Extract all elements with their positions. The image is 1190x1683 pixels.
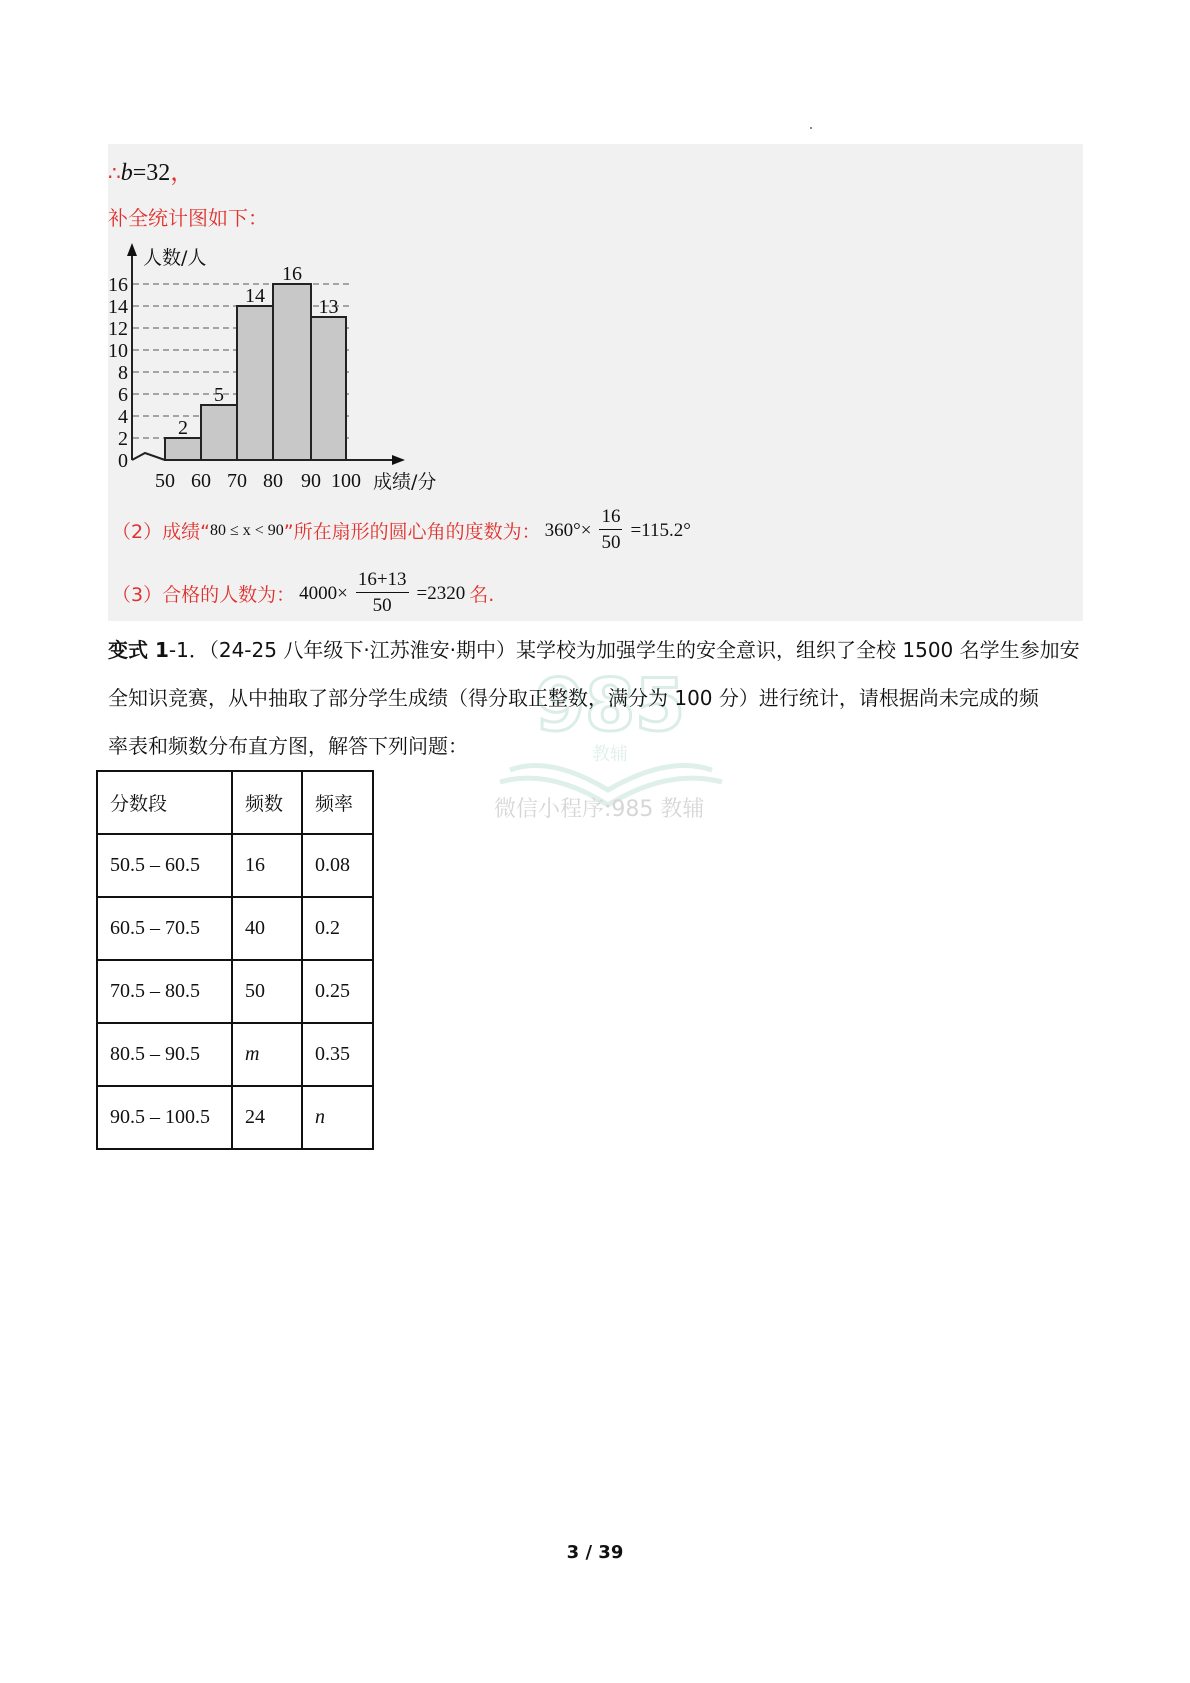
q3-denominator: 50	[372, 595, 392, 616]
x-tick-label: 80	[263, 470, 283, 492]
page-number: 3 / 39	[566, 1542, 624, 1563]
q2-lhs: 360°×	[544, 519, 592, 541]
b-value-line	[108, 152, 194, 187]
x-tick-label: 100	[331, 470, 361, 492]
y-tick-labels	[108, 274, 128, 472]
table-header-row	[97, 771, 373, 834]
cell-rate: 0.2	[302, 897, 373, 960]
table-row	[97, 834, 373, 897]
table-row	[97, 1023, 373, 1086]
q2-condition: 80 ≤ x < 90	[209, 521, 284, 539]
x-axis-arrow-icon	[392, 455, 405, 465]
y-axis-arrow-icon	[127, 243, 137, 256]
cell-range: 50.5 – 60.5	[97, 834, 232, 897]
b-variable: b	[120, 160, 133, 186]
therefore-symbol: ∴	[108, 163, 121, 185]
stray-dot	[810, 127, 812, 129]
y-tick-label: 6	[118, 384, 128, 406]
cell-range: 80.5 – 90.5	[97, 1023, 232, 1086]
y-tick-label: 12	[108, 318, 128, 340]
cell-rate: 0.08	[302, 834, 373, 897]
q3-numerator: 16+13	[356, 568, 409, 593]
y-tick-label: 2	[118, 428, 128, 450]
y-tick-label: 16	[108, 274, 128, 296]
q3-result: =2320	[416, 582, 466, 604]
y-tick-label: 10	[108, 340, 128, 362]
q3-fraction	[356, 568, 409, 619]
y-tick-label: 14	[108, 296, 128, 318]
variant-line-2: 全知识竞赛，从中抽取了部分学生成绩（得分取正整数，满分为 100 分）进行统计，请根据尚未完成的频	[108, 686, 1039, 710]
q2-prefix: （2）成绩“	[112, 521, 210, 543]
x-tick-label: 50	[155, 470, 175, 492]
x-tick-labels	[155, 470, 361, 492]
header-frequency-rate: 频率	[302, 771, 373, 834]
x-axis-label: 成绩/分	[373, 471, 437, 493]
y-axis-label: 人数/人	[143, 247, 207, 269]
q2-fraction	[599, 505, 622, 556]
table-row	[97, 960, 373, 1023]
histogram-bar	[165, 438, 201, 460]
y-tick-label: 8	[118, 362, 128, 384]
q3-lhs: 4000×	[299, 582, 348, 604]
cell-range: 60.5 – 70.5	[97, 897, 232, 960]
x-tick-label: 90	[301, 470, 321, 492]
cell-range: 70.5 – 80.5	[97, 960, 232, 1023]
header-frequency-count: 频数	[232, 771, 302, 834]
x-tick-label: 70	[227, 470, 247, 492]
chart-intro: 补全统计图如下：	[108, 206, 268, 230]
histogram-bar	[311, 317, 346, 460]
q2-suffix: ”所在扇形的圆心角的度数为：	[283, 521, 541, 543]
bar-value-label: 13	[318, 296, 339, 318]
histogram-bar	[273, 284, 311, 460]
header-score-range: 分数段	[97, 771, 232, 834]
q2-denominator: 50	[601, 532, 621, 553]
table-row	[97, 897, 373, 960]
variant-label: 变式 1	[108, 638, 169, 662]
svg-text:985: 985	[534, 663, 686, 747]
variant-problem	[108, 626, 1088, 770]
cell-range: 90.5 – 100.5	[97, 1086, 232, 1149]
bar-value-label: 14	[245, 285, 265, 307]
watermark-text: 微信小程序:985 教辅	[494, 797, 705, 822]
cell-count: 50	[232, 960, 302, 1023]
b-equals: =32	[132, 160, 171, 186]
y-tick-label: 0	[118, 450, 128, 472]
q2-numerator: 16	[599, 505, 622, 530]
variant-label-suffix: -1．	[168, 638, 209, 662]
histogram-chart	[100, 236, 460, 496]
cell-count: 40	[232, 897, 302, 960]
q3-prefix: （3）合格的人数为：	[112, 584, 296, 606]
question-3-answer	[112, 568, 494, 619]
frequency-table	[96, 770, 374, 1150]
cell-count: 16	[232, 834, 302, 897]
cell-count: 24	[232, 1086, 302, 1149]
axis-break-icon	[132, 453, 165, 460]
bar-value-label: 16	[282, 263, 302, 285]
variant-text-1: 某学校为加强学生的安全意识，组织了全校 1500 名学生参加安	[516, 638, 1080, 662]
table-row	[97, 1086, 373, 1149]
y-tick-label: 4	[118, 406, 128, 428]
bar-value-label: 2	[178, 417, 188, 439]
b-comma: ，	[170, 160, 195, 186]
q2-result: =115.2°	[630, 519, 691, 541]
cell-rate: 0.25	[302, 960, 373, 1023]
variant-line-1	[108, 626, 1088, 674]
variant-source: （24-25 八年级下·江苏淮安·期中）	[208, 638, 517, 662]
cell-rate: n	[302, 1086, 373, 1149]
cell-rate: 0.35	[302, 1023, 373, 1086]
q3-unit: 名.	[469, 584, 495, 606]
bar-value-label: 5	[214, 384, 224, 406]
histogram-bar	[201, 405, 237, 460]
variant-line-3: 率表和频数分布直方图，解答下列问题：	[108, 734, 468, 758]
histogram-bar	[237, 306, 273, 460]
question-2-answer	[112, 505, 695, 556]
x-tick-label: 60	[191, 470, 211, 492]
cell-count: m	[232, 1023, 302, 1086]
svg-text:教辅: 教辅	[592, 744, 628, 765]
